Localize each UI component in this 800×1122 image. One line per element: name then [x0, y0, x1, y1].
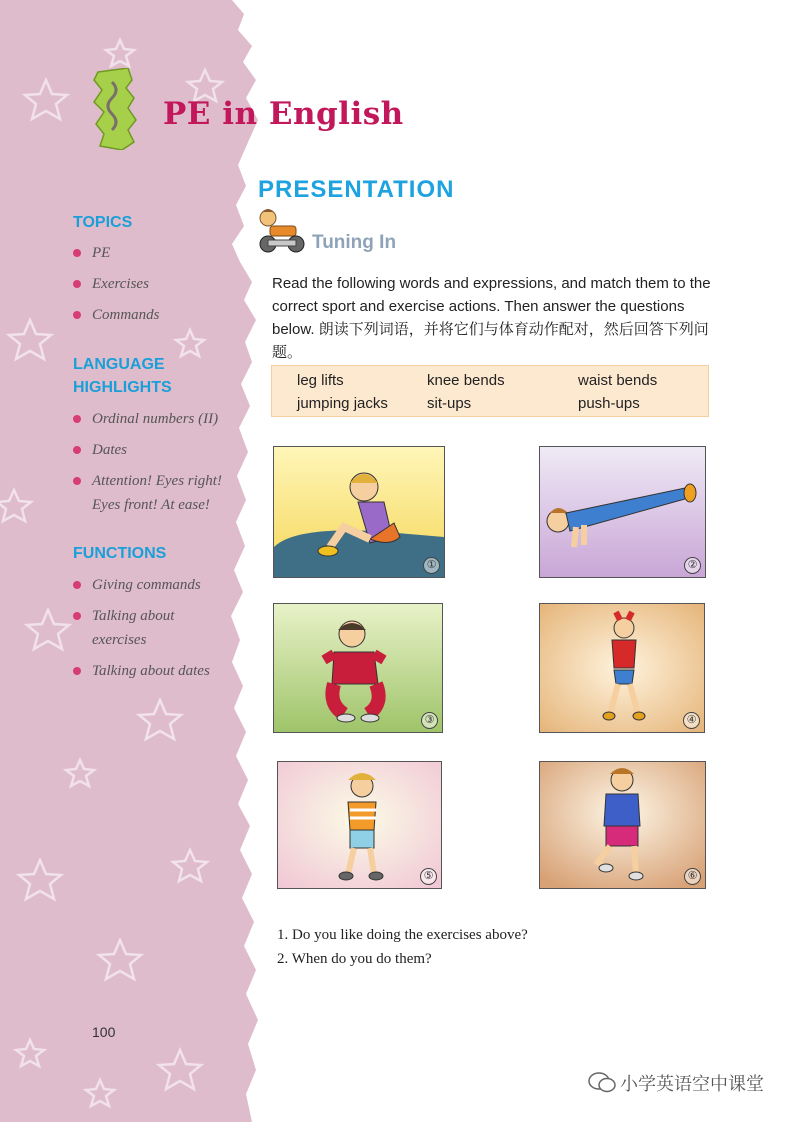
language-item: Ordinal numbers (II) — [73, 407, 233, 431]
language-item: Dates — [73, 438, 233, 462]
language-heading: LANGUAGE HIGHLIGHTS — [73, 356, 172, 396]
function-item: Talking about exercises — [73, 604, 203, 652]
exercise-picture-1 — [273, 446, 445, 578]
subsection-title: Tuning In — [312, 232, 397, 253]
watermark: 小学英语空中课堂 — [620, 1074, 764, 1094]
bullet — [73, 280, 81, 288]
bullet — [73, 311, 81, 319]
language-item: Attention! Eyes right! Eyes front! At ease! — [73, 469, 228, 517]
instructions: Read the following words and expressions, and match them to the correct sport and exercise actions. Then answer the questions below. 朗读下列词语，并将它们与体育动作配对，然后回答下列问题。 — [272, 275, 711, 361]
picture-number: ⑤ — [420, 868, 437, 885]
word: leg lifts — [297, 372, 344, 389]
bullet — [73, 446, 81, 454]
exercise-picture-2 — [539, 446, 706, 578]
picture-number: ② — [684, 557, 701, 574]
picture-number: ④ — [683, 712, 700, 729]
bullet — [73, 667, 81, 675]
word: sit-ups — [427, 395, 472, 412]
bullet — [73, 477, 81, 485]
wechat-icon — [588, 1072, 616, 1094]
bullet — [73, 612, 81, 620]
question-2: 2. When do you do them? — [277, 951, 432, 967]
unit-badge-icon — [92, 68, 140, 150]
function-item: Giving commands — [73, 573, 233, 597]
topics-heading: TOPICS — [73, 214, 133, 231]
word: knee bends — [427, 372, 505, 389]
exercise-picture-6 — [539, 761, 706, 889]
bullet — [73, 249, 81, 257]
word-box — [271, 365, 709, 417]
picture-number: ⑥ — [684, 868, 701, 885]
topic-item: Exercises — [73, 272, 233, 296]
picture-number: ③ — [421, 712, 438, 729]
exercise-picture-5 — [277, 761, 442, 889]
question-1: 1. Do you like doing the exercises above? — [277, 927, 528, 943]
unit-title: PE in English — [163, 96, 404, 132]
topic-item: PE — [73, 241, 233, 265]
exercise-picture-3 — [273, 603, 443, 733]
word: waist bends — [578, 372, 658, 389]
tuning-in-icon — [256, 206, 308, 256]
exercise-picture-4 — [539, 603, 705, 733]
bullet — [73, 415, 81, 423]
function-item: Talking about dates — [73, 659, 233, 683]
picture-number: ① — [423, 557, 440, 574]
section-title: PRESENTATION — [258, 176, 455, 203]
functions-heading: FUNCTIONS — [73, 545, 167, 562]
word: push-ups — [578, 395, 640, 412]
page-number: 100 — [92, 1024, 116, 1040]
word: jumping jacks — [297, 395, 388, 412]
bullet — [73, 581, 81, 589]
topic-item: Commands — [73, 303, 233, 327]
